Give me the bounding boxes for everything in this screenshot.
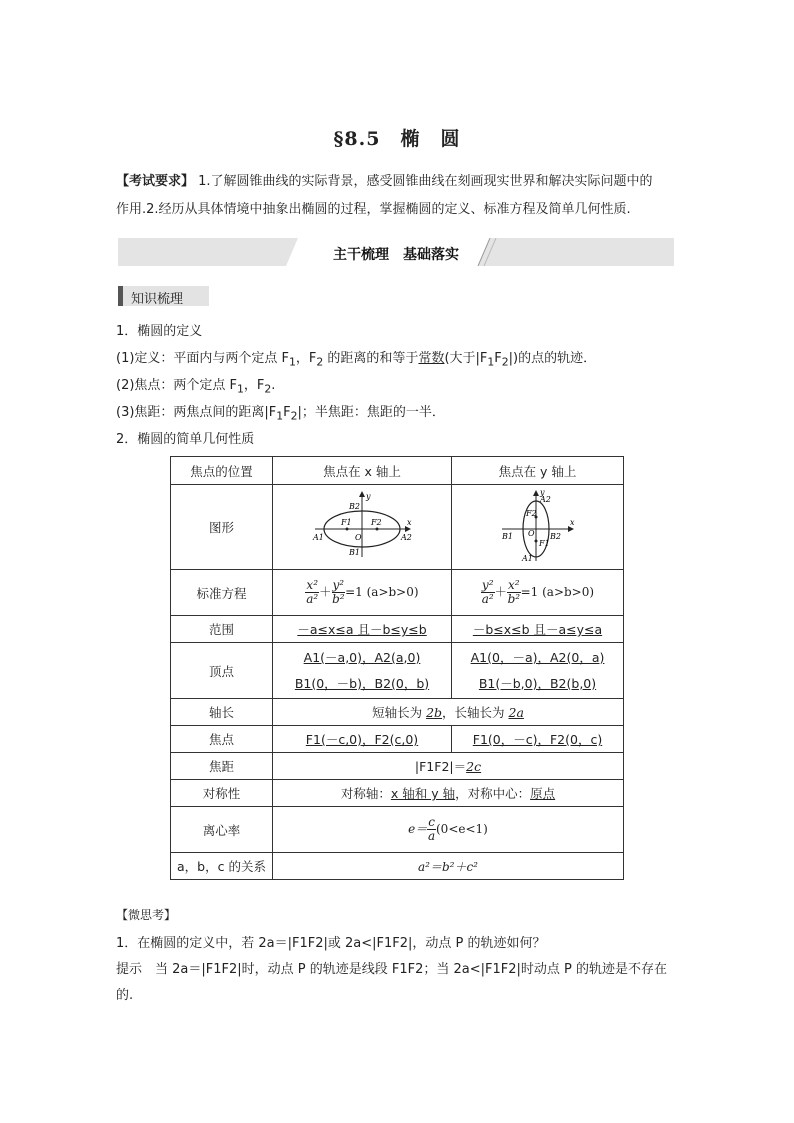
sym-axes: x 轴和 y 轴 — [390, 786, 456, 801]
sub: 2 — [316, 355, 324, 369]
label-f1: F1 — [538, 538, 550, 548]
fdist-val-pre: |F1F2|＝ — [414, 759, 467, 774]
axis-mid: ，长轴长为 — [442, 705, 509, 720]
page-title: §8.5 椭 圆 — [333, 128, 461, 150]
label-x: x — [569, 517, 575, 527]
sub: 2 — [264, 382, 272, 396]
label-b1: B1 — [349, 547, 360, 557]
table-row — [171, 643, 624, 699]
def-mid: ，F — [295, 351, 317, 366]
def-const: 常数 — [418, 351, 445, 366]
axis-short: 2b — [426, 705, 443, 720]
table-row — [171, 457, 624, 485]
ecc-value — [273, 807, 624, 853]
row-label: 焦点 — [171, 726, 273, 753]
heading-properties: 2．椭圆的简单几何性质 — [116, 432, 255, 447]
fdist-mid: F — [283, 405, 291, 420]
figure-y-cell — [452, 485, 624, 570]
requirements-line-2: 作用.2.经历从具体情境中抽象出椭圆的过程，掌握椭圆的定义、标准方程及简单几何性质. — [116, 202, 631, 217]
vertex-y-b: B1(－b,0)，B2(b,0) — [478, 675, 597, 691]
requirements-text-1: 1.了解圆锥曲线的实际背景，感受圆锥曲线在刻画现实世界和解决实际问题中的 — [198, 174, 653, 189]
frac-x2-a2: $\frac{\text{x²}}{\text{a²}}$ — [306, 578, 319, 606]
table-row — [171, 699, 624, 726]
focus-end: . — [271, 378, 276, 393]
think-question: 1．在椭圆的定义中，若 2a＝|F1F2|或 2a<|F1F2|，动点 P 的轨迹如何？ — [116, 936, 546, 951]
fdist-end: |；半焦距：焦距的一半． — [297, 405, 445, 420]
frac-y2-b2: $\frac{\text{y²}}{\text{b²}}$ — [332, 578, 345, 606]
sym-mid: ，对称中心： — [455, 786, 531, 801]
frac-c-a: $\frac{c}{a}$ — [428, 815, 436, 843]
label-o: O — [527, 528, 535, 538]
sub: 2 — [501, 355, 509, 369]
requirements-label: 【考试要求】 — [116, 174, 195, 189]
def-post-mid: F — [494, 351, 502, 366]
label-a1: A1 — [313, 532, 324, 542]
focus-pre: (2)焦点：两个定点 F — [116, 378, 238, 393]
row-label: 轴长 — [171, 699, 273, 726]
sub: 1 — [237, 382, 244, 396]
table-row — [171, 570, 624, 616]
row-label: 图形 — [171, 485, 273, 570]
def-post-end: |)的点的轨迹． — [508, 351, 597, 366]
focus-mid: ，F — [243, 378, 265, 393]
axis-value — [273, 699, 624, 726]
fdist-value — [273, 753, 624, 780]
heading-definition: 1．椭圆的定义 — [116, 324, 203, 339]
sub: 1 — [276, 409, 284, 423]
label-b2: B2 — [349, 501, 360, 511]
think-label: 【微思考】 — [116, 908, 177, 922]
vertex-y-a: A1(0，－a)，A2(0，a) — [470, 649, 605, 665]
table-row — [171, 485, 624, 570]
properties-table — [170, 456, 624, 880]
requirements-line-1 — [116, 170, 686, 194]
banner-text: 主干梳理 基础落实 — [333, 247, 459, 263]
think-answer-2: 的. — [116, 988, 134, 1003]
sym-pre: 对称轴： — [340, 786, 391, 801]
row-label: 对称性 — [171, 780, 273, 807]
range-x: －a≤x≤a 且－b≤y≤b — [273, 616, 452, 643]
row-label: 标准方程 — [171, 570, 273, 616]
header-cell: 焦点在 y 轴上 — [452, 457, 624, 485]
label-f2: F2 — [371, 517, 382, 527]
label-a2: A2 — [401, 532, 412, 542]
frac-y2-a2: $\frac{\text{y²}}{\text{a²}}$ — [481, 578, 494, 606]
range-y: －b≤x≤b 且－a≤y≤a — [452, 616, 624, 643]
vertex-y — [452, 643, 624, 699]
label-f2: F2 — [525, 508, 537, 518]
section-tag-label: 知识梳理 — [131, 292, 184, 307]
ellipse-x-figure — [307, 491, 417, 561]
label-b2: B2 — [549, 531, 561, 541]
vertex-x-b: B1(0，－b)，B2(0，b) — [294, 675, 430, 691]
header-cell: 焦点的位置 — [171, 457, 273, 485]
ecc-post: (0<e<1) — [436, 822, 488, 836]
table-row — [171, 853, 624, 880]
figure-x-cell — [273, 485, 452, 570]
frac-x2-b2: $\frac{\text{x²}}{\text{b²}}$ — [507, 578, 521, 606]
row-label: 离心率 — [171, 807, 273, 853]
label-y: y — [366, 491, 371, 501]
table-row — [171, 726, 624, 753]
label-a2: A2 — [539, 494, 551, 504]
vertex-x-a: A1(－a,0)，A2(a,0) — [303, 649, 421, 665]
focus-y: F1(0，－c)，F2(0，c) — [452, 726, 624, 753]
focal-distance-line — [116, 401, 686, 429]
sub: 1 — [487, 355, 495, 369]
def-mid2: 的距离的和等于 — [323, 351, 419, 366]
def-post-pre: (大于|F — [444, 351, 488, 366]
sub: 1 — [289, 355, 296, 369]
axis-pre: 短轴长为 — [372, 705, 427, 720]
sym-center: 原点 — [530, 786, 556, 801]
definition-line — [116, 347, 686, 375]
fdist-val: 2c — [466, 759, 482, 774]
fdist-pre: (3)焦距：两焦点间的距离|F — [116, 405, 277, 420]
section-tag — [118, 286, 209, 306]
label-a1: A1 — [521, 553, 533, 563]
table-row — [171, 616, 624, 643]
focus-line — [116, 374, 686, 402]
table-row — [171, 807, 624, 853]
std-cond: =1 (a>b>0) — [520, 585, 595, 599]
sym-value — [273, 780, 624, 807]
focus-x: F1(－c,0)，F2(c,0) — [273, 726, 452, 753]
label-o: O — [355, 532, 362, 542]
def-pre: (1)定义：平面内与两个定点 F — [116, 351, 290, 366]
table-row — [171, 780, 624, 807]
rel-value: a²＝b²＋c² — [273, 853, 624, 880]
think-answer-1: 提示 当 2a＝|F1F2|时，动点 P 的轨迹是线段 F1F2；当 2a<|F1F2|时动点 P 的轨迹是不存在 — [116, 962, 667, 977]
header-cell: 焦点在 x 轴上 — [273, 457, 452, 485]
ecc-pre: e＝ — [408, 822, 428, 836]
std-cond: =1 (a>b>0) — [345, 585, 419, 599]
label-b1: B1 — [501, 531, 513, 541]
row-label: 顶点 — [171, 643, 273, 699]
sub: 2 — [290, 409, 298, 423]
axis-long: 2a — [508, 705, 524, 720]
std-eq-x: $\frac{\text{x²}}{\text{a²}}$ ＋ $\frac{\text{y²}}{\text{b²}}$ =1 (a>b>0) — [273, 570, 452, 616]
label-f1: F1 — [341, 517, 352, 527]
row-label: 范围 — [171, 616, 273, 643]
vertex-x — [273, 643, 452, 699]
table-row — [171, 753, 624, 780]
label-x: x — [407, 517, 412, 527]
ellipse-y-figure — [498, 489, 578, 563]
row-label: a，b，c 的关系 — [171, 853, 273, 880]
std-eq-y: $\frac{\text{y²}}{\text{a²}}$ ＋ $\frac{\text{x²}}{\text{b²}}$ =1 (a>b>0) — [452, 570, 624, 616]
row-label: 焦距 — [171, 753, 273, 780]
label-y: y — [539, 488, 545, 497]
